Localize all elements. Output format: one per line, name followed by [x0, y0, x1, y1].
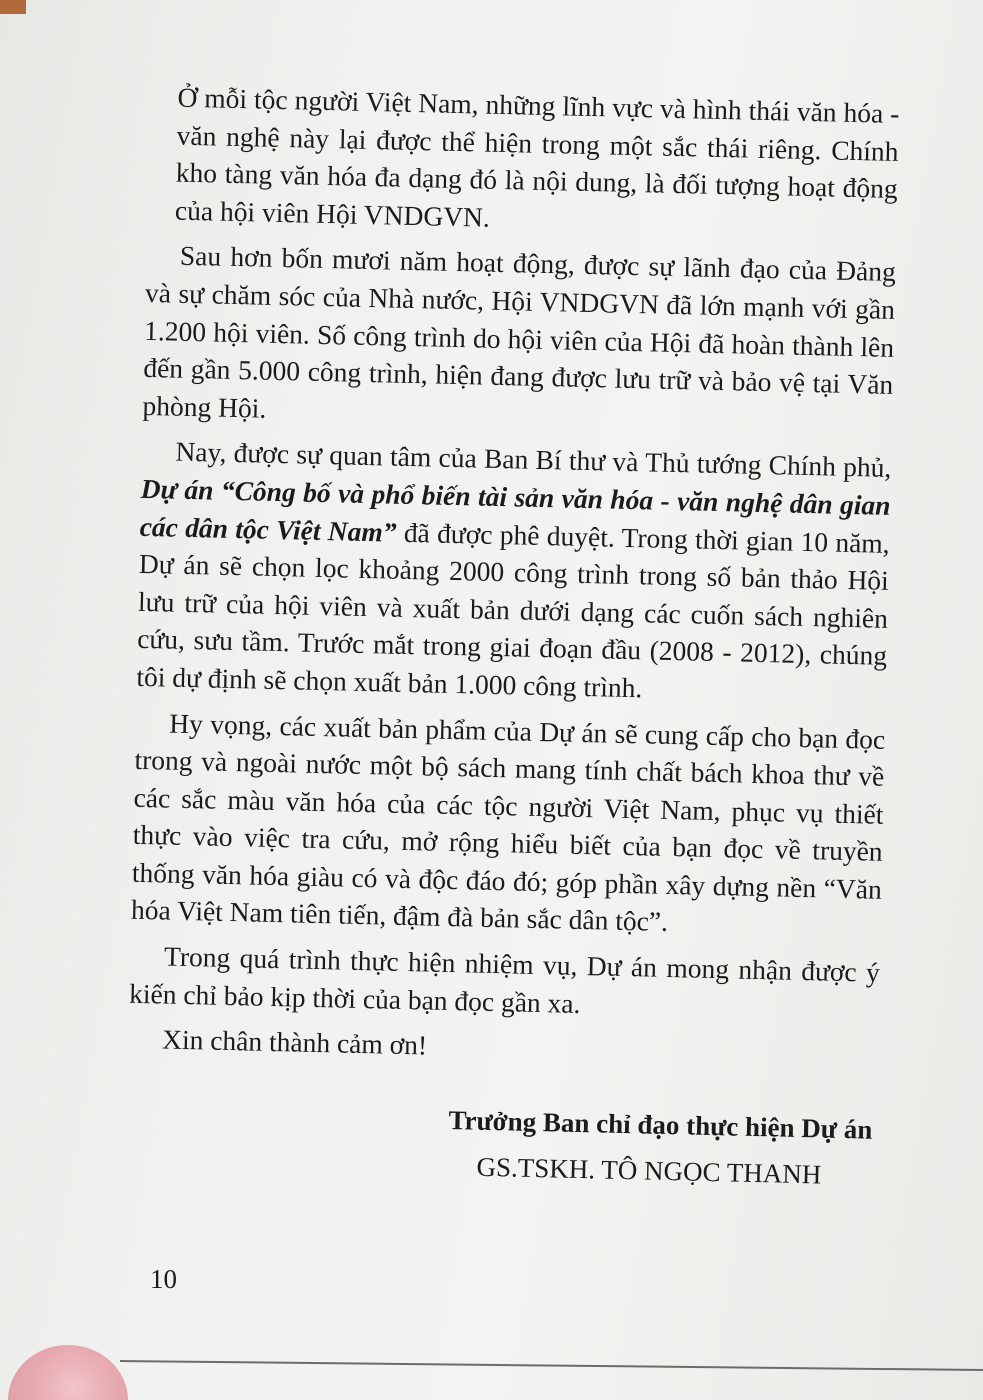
body-text — [125, 78, 900, 1195]
paragraph-1: Ở mỗi tộc người Việt Nam, những lĩnh vực và hình thái văn hóa - văn nghệ này lại được thể hiện trong một sắc thái riêng. Chính kho tàng văn hóa đa dạng đó là nội dung, là đối tượng hoạt động của hội viên Hội VNDGVN. — [174, 81, 900, 233]
paragraph-6: Xin chân thành cảm ơn! — [161, 1023, 428, 1061]
project-name-emphasis: Dự án “Công bố và phổ biến tài sản văn hóa - văn nghệ dân gian các dân tộc Việt Nam” — [139, 472, 891, 548]
page-corner-tab — [0, 0, 26, 14]
paragraph-3-intro: Nay, được sự quan tâm của Ban Bí thư và Thủ tướng Chính phủ, — [175, 436, 892, 484]
paragraph-5: Trong quá trình thực hiện nhiệm vụ, Dự án mong nhận được ý kiến chỉ bảo kịp thời của bạn đọc gần xa. — [128, 940, 881, 1019]
bottom-rule — [120, 1360, 983, 1371]
paragraph-3 — [136, 432, 892, 712]
finger-thumb — [8, 1345, 128, 1400]
signature-block — [125, 1094, 877, 1195]
signature-title: Trưởng Ban chỉ đạo thực hiện Dự án — [448, 1104, 873, 1145]
signature-name: GS.TSKH. TÔ NGỌC THANH — [476, 1151, 822, 1190]
paragraph-2: Sau hơn bốn mươi năm hoạt động, được sự lãnh đạo của Đảng và sự chăm sóc của Nhà nước, Hội VNDGVN đã lớn mạnh với gần 1.200 hội viên. Số công trình do hội viên của Hội đã hoàn thành lên đến gần 5.000 công trình, hiện đang được lưu trữ và bảo vệ tại Văn phòng Hội. — [142, 240, 897, 424]
paragraph-3-rest: đã được phê duyệt. Trong thời gian 10 năm, Dự án sẽ chọn lọc khoảng 2000 công trình trong số bản thảo Hội lưu trữ của hội viên và xuất bản dưới dạng các cuốn sách nghiên cứu, sưu tầm. Trước mắt trong giai đoạn đầu (2008 - 2012), chúng tôi dự định sẽ chọn xuất bản 1.000 công trình. — [136, 516, 890, 704]
page-number: 10 — [150, 1264, 177, 1294]
paragraph-4: Hy vọng, các xuất bản phẩm của Dự án sẽ cung cấp cho bạn đọc trong và ngoài nước một bộ sách mang tính chất bách khoa thư về các sắc màu văn hóa của các tộc người Việt Nam, phục vụ thiết thực vào việc tra cứu, mở rộng hiểu biết của bạn đọc về truyền thống văn hóa giàu có và độc đáo đó; góp phần xây dựng nền “Văn hóa Việt Nam tiên tiến, đậm đà bản sắc dân tộc”. — [130, 707, 886, 938]
